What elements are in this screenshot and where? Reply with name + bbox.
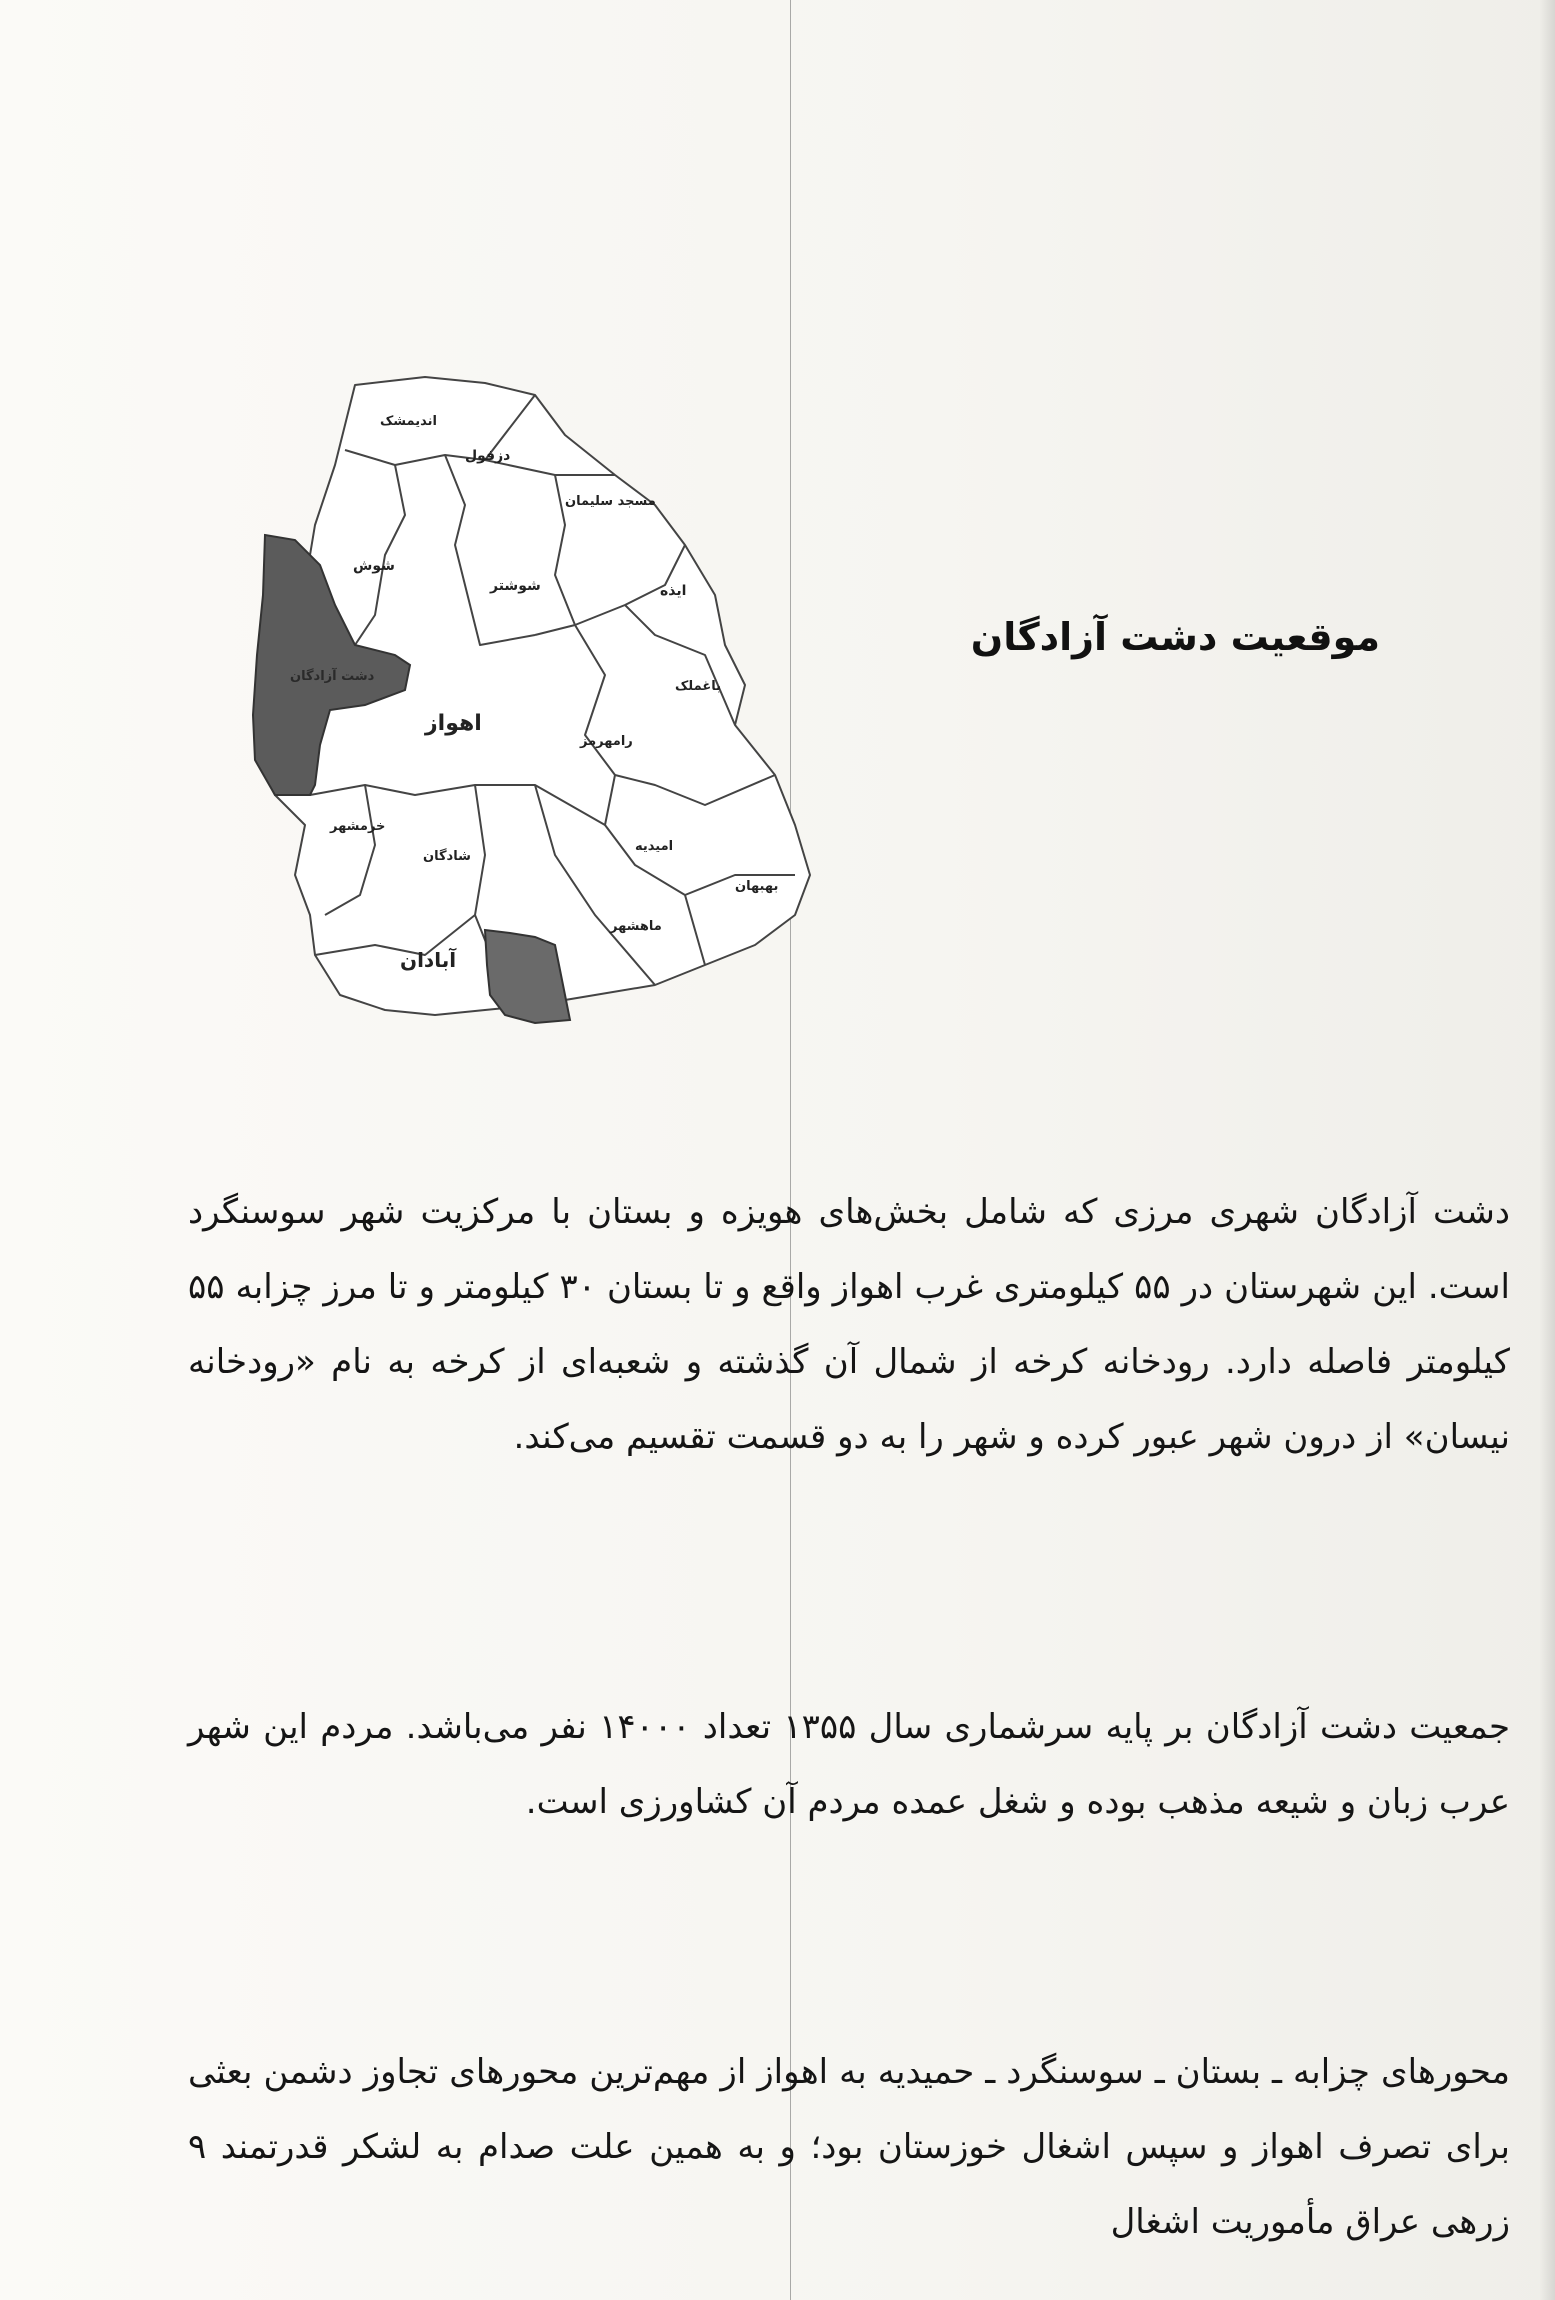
map-label-dasht-azadegan: دشت آزادگان: [290, 669, 375, 684]
page-edge-shadow: [1539, 0, 1555, 2300]
map-label-omidiyeh: امیدیه: [635, 839, 674, 854]
map-label-masjed-soleyman: مسجد سلیمان: [565, 494, 656, 509]
map-label-baghmalek: باغملک: [675, 679, 721, 694]
page-fold-line: [790, 0, 791, 2300]
map-label-abadan: آبادان: [400, 948, 457, 972]
map-label-shush: شوش: [353, 558, 395, 574]
map-label-shushtar: شوشتر: [490, 578, 541, 594]
map-label-ahvaz: اهواز: [425, 711, 482, 736]
map-svg: [235, 355, 845, 1035]
map-label-khorramshahr: خرمشهر: [330, 819, 386, 834]
map-label-shadegan: شادگان: [423, 849, 471, 864]
paragraph-location: دشت آزادگان شهری مرزی که شامل بخش‌های هویزه و بستان با مرکزیت شهر سوسنگرد است. این شهرستان در ۵۵ کیلومتری غرب اهواز واقع و تا بستان ۳۰ کیلومتر و تا مرز چزابه ۵۵ کیلومتر فاصله دارد. رودخانه کرخه از شمال آن گذشته و شعبه‌ای از کرخه به نام «رودخانه نیسان» از درون شهر عبور کرده و شهر را به دو قسمت تقسیم می‌کند.: [188, 1192, 1510, 1457]
paragraph-population: جمعیت دشت آزادگان بر پایه سرشماری سال ۱۳۵۵ تعداد ۱۴۰۰۰ نفر می‌باشد. مردم این شهر عرب زبان و شیعه مذهب بوده و شغل عمده مردم آن کشاورزی است.: [188, 1707, 1510, 1822]
map-label-ramhormoz: رامهرمز: [580, 734, 633, 749]
map-label-dezful: دزفول: [465, 448, 511, 464]
paragraph-axes: محورهای چزابه ـ بستان ـ سوسنگرد ـ حمیدیه به اهواز از مهم‌ترین محورهای تجاوز دشمن بعثی برای تصرف اهواز و سپس اشغال خوزستان بود؛ و به همین علت صدام به لشکر قدرتمند ۹ زرهی عراق مأموریت اشغال: [188, 2052, 1510, 2242]
map-label-andimeshk: اندیمشک: [380, 414, 437, 429]
map-label-behbahan: بهبهان: [735, 879, 779, 894]
section-title: موقعیت دشت آزادگان: [970, 615, 1380, 659]
map-label-izeh: ایذه: [660, 583, 687, 599]
khuzestan-map: [235, 355, 845, 1035]
map-label-mahshahr: ماهشهر: [610, 919, 662, 934]
